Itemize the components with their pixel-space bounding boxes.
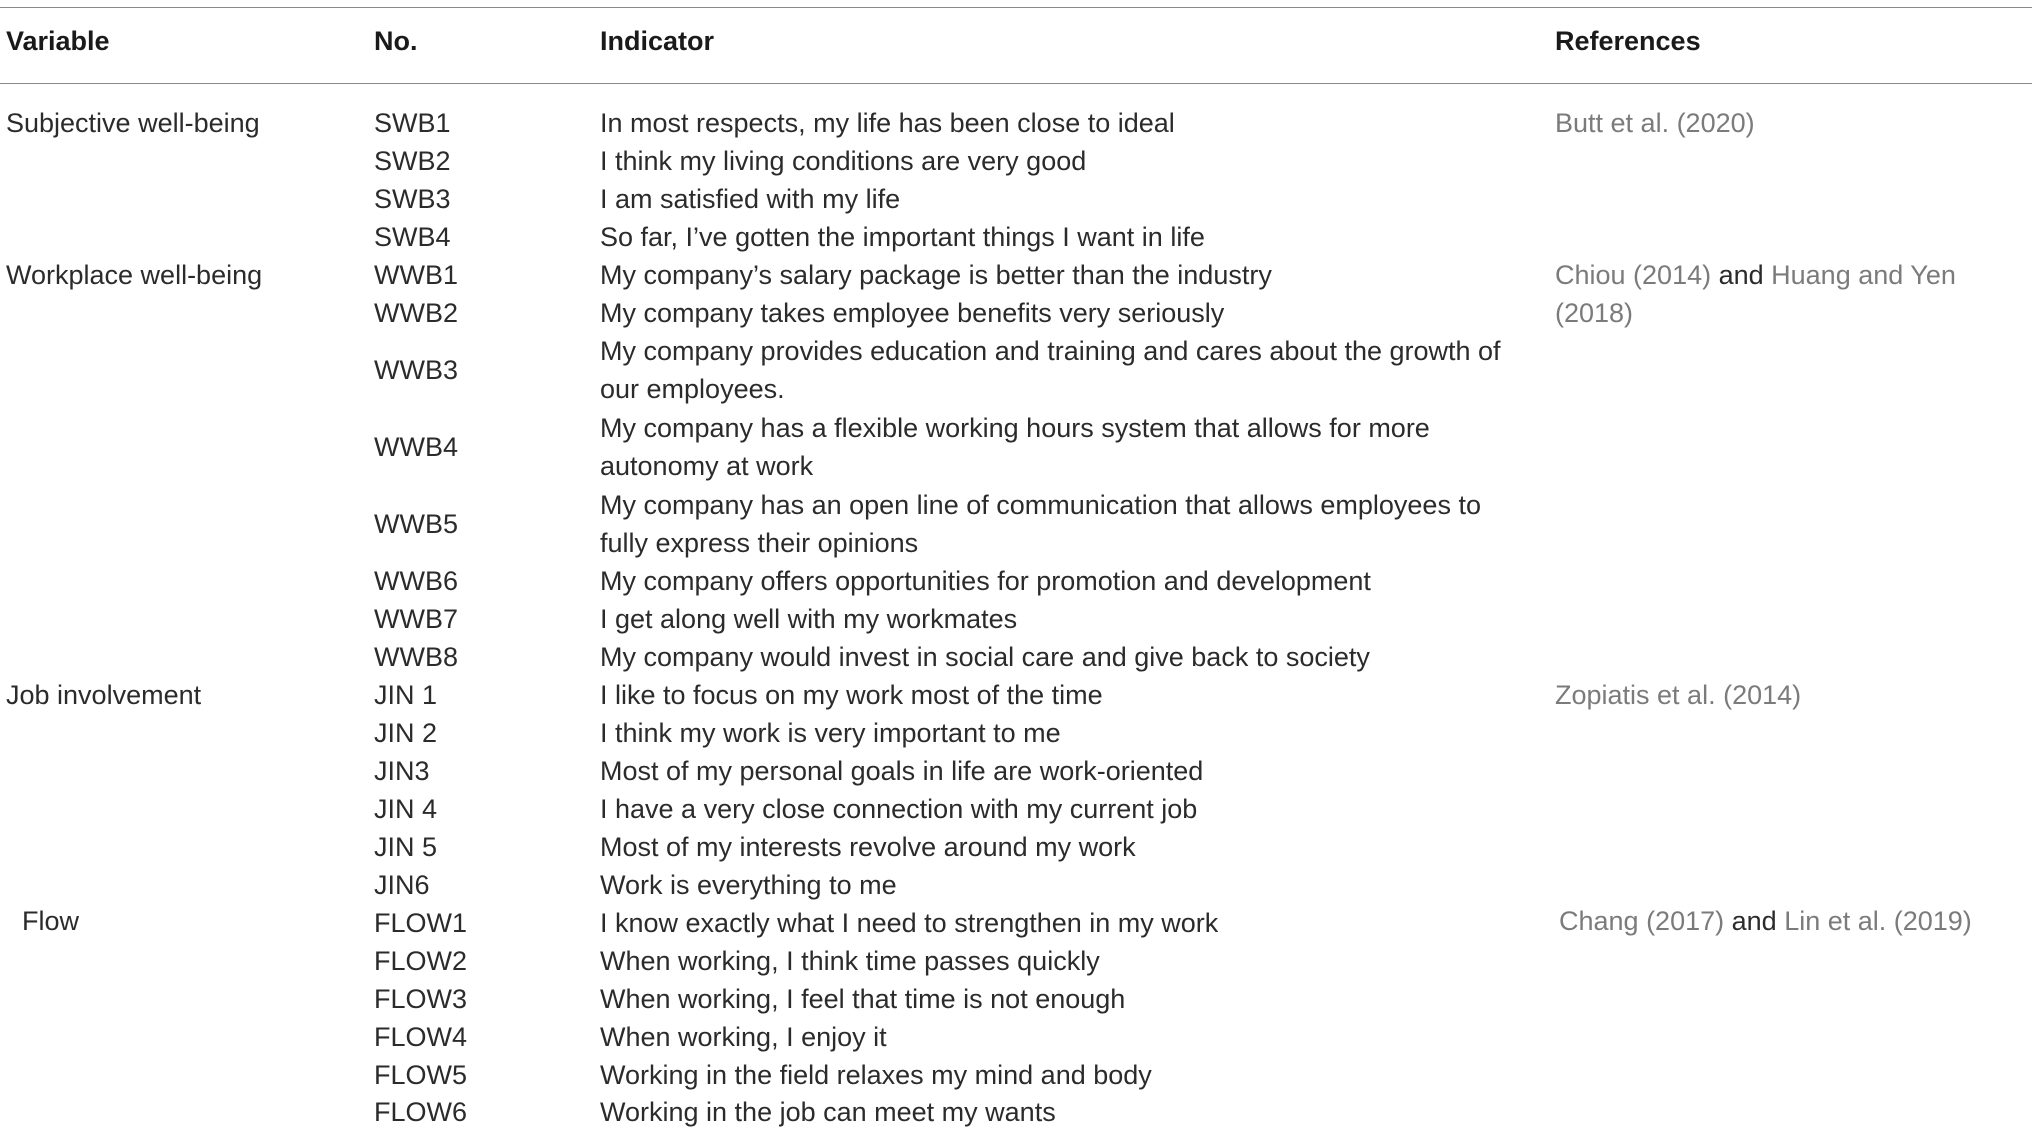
row-indicator: So far, I’ve gotten the important things I want in life: [600, 222, 1205, 252]
reference-conjunction: and: [1724, 906, 1785, 936]
row-no: JIN 2: [374, 718, 438, 748]
table-header: [0, 26, 2032, 66]
row-indicator: Work is everything to me: [600, 870, 897, 900]
citation-link[interactable]: (2018): [1555, 298, 1634, 328]
row-no: WWB1: [374, 260, 458, 290]
row-no: FLOW6: [374, 1097, 468, 1127]
row-no: WWB8: [374, 642, 458, 672]
row-indicator: My company’s salary package is better than the industry: [600, 260, 1272, 290]
row-indicator: When working, I feel that time is not enough: [600, 984, 1126, 1014]
header-no: No.: [374, 26, 418, 56]
row-indicator: I like to focus on my work most of the time: [600, 680, 1103, 710]
header-indicator: Indicator: [600, 26, 715, 56]
row-no: FLOW2: [374, 946, 468, 976]
row-indicator-line2: fully express their opinions: [600, 528, 919, 558]
row-indicator-line1: My company has a flexible working hours system that allows for more: [600, 413, 1430, 443]
variable-wwb: Workplace well-being: [6, 260, 263, 290]
row-indicator: Working in the job can meet my wants: [600, 1097, 1056, 1127]
row-no: WWB6: [374, 566, 458, 596]
row-indicator: I think my living conditions are very good: [600, 146, 1087, 176]
citation-link[interactable]: Chang (2017): [1559, 906, 1725, 936]
reference-wwb: [1555, 256, 1956, 294]
row-indicator: When working, I think time passes quickly: [600, 946, 1100, 976]
top-rule: [0, 7, 2032, 8]
citation-link[interactable]: Chiou (2014): [1555, 260, 1712, 290]
row-indicator-line1: My company has an open line of communication that allows employees to: [600, 490, 1481, 520]
header-rule: [0, 83, 2032, 84]
row-indicator: I think my work is very important to me: [600, 718, 1061, 748]
row-no: JIN6: [374, 870, 430, 900]
row-indicator: Most of my interests revolve around my work: [600, 832, 1136, 862]
row-indicator: Working in the field relaxes my mind and body: [600, 1060, 1152, 1090]
row-indicator: I get along well with my workmates: [600, 604, 1018, 634]
row-no: WWB5: [374, 509, 458, 539]
row-no: WWB4: [374, 432, 458, 462]
row-no: FLOW3: [374, 984, 468, 1014]
row-indicator: My company takes employee benefits very seriously: [600, 298, 1225, 328]
row-no: SWB2: [374, 146, 451, 176]
header-references: References: [1555, 26, 1701, 56]
row-indicator: I know exactly what I need to strengthen in my work: [600, 908, 1219, 938]
row-no: JIN 4: [374, 794, 438, 824]
row-indicator: In most respects, my life has been close to ideal: [600, 108, 1175, 138]
reference-swb: [1555, 104, 1755, 142]
row-indicator: I have a very close connection with my current job: [600, 794, 1198, 824]
row-no: WWB2: [374, 298, 458, 328]
citation-link[interactable]: Zopiatis et al. (2014): [1555, 680, 1802, 710]
row-indicator-line1: My company provides education and training and cares about the growth of: [600, 336, 1501, 366]
citation-link[interactable]: Lin et al. (2019): [1784, 906, 1972, 936]
row-no: FLOW1: [374, 908, 468, 938]
row-no: FLOW5: [374, 1060, 468, 1090]
row-no: SWB4: [374, 222, 451, 252]
row-no: SWB3: [374, 184, 451, 214]
variable-swb: Subjective well-being: [6, 108, 260, 138]
row-no: JIN3: [374, 756, 430, 786]
row-indicator: My company offers opportunities for promotion and development: [600, 566, 1371, 596]
row-no: FLOW4: [374, 1022, 468, 1052]
header-variable: Variable: [6, 26, 110, 56]
row-no: JIN 1: [374, 680, 438, 710]
reference-flow: [1559, 902, 1972, 940]
row-no: SWB1: [374, 108, 451, 138]
row-indicator: I am satisfied with my life: [600, 184, 901, 214]
row-no: JIN 5: [374, 832, 438, 862]
citation-link[interactable]: Huang and Yen: [1771, 260, 1956, 290]
citation-link[interactable]: Butt et al. (2020): [1555, 108, 1755, 138]
row-indicator: My company would invest in social care and give back to society: [600, 642, 1370, 672]
variable-flow: Flow: [22, 906, 80, 936]
row-no: WWB7: [374, 604, 458, 634]
row-no: WWB3: [374, 355, 458, 385]
reference-conjunction: and: [1711, 260, 1772, 290]
reference-wwb-cont: [1555, 294, 1633, 332]
row-indicator: When working, I enjoy it: [600, 1022, 887, 1052]
row-indicator: Most of my personal goals in life are work-oriented: [600, 756, 1204, 786]
variable-jin: Job involvement: [6, 680, 202, 710]
reference-jin: [1555, 676, 1801, 714]
row-indicator-line2: autonomy at work: [600, 451, 814, 481]
row-indicator-line2: our employees.: [600, 374, 785, 404]
